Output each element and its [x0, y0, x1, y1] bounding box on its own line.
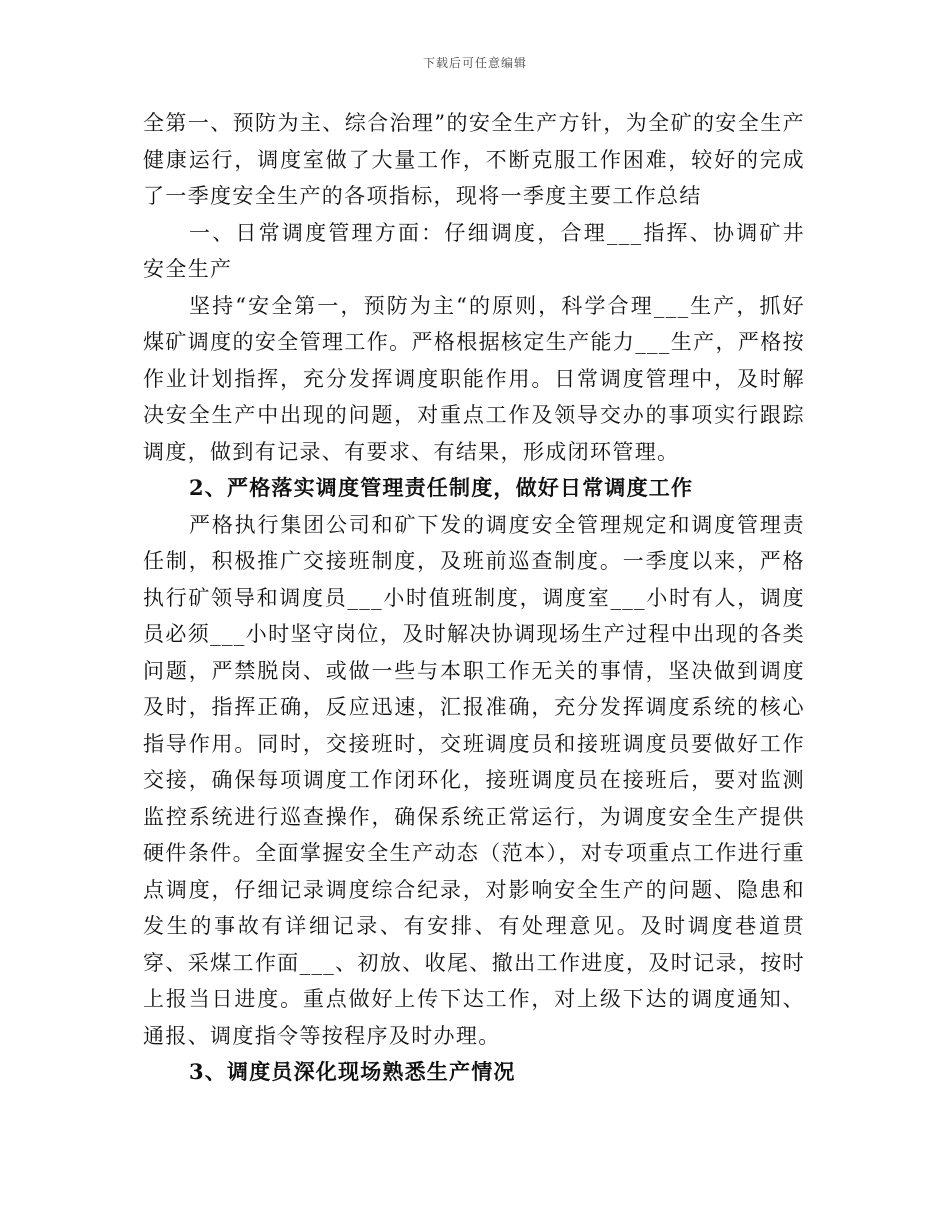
document-body	[143, 105, 805, 1091]
section-heading-1: 一、日常调度管理方面：仔细调度，合理___指挥、协调矿井安全生产	[143, 220, 805, 281]
page-header-note: 下载后可任意编辑	[422, 56, 527, 70]
subsection-heading-2: 2、严格落实调度管理责任制度，做好日常调度工作	[189, 475, 694, 500]
paragraph-responsibility-system: 严格执行集团公司和矿下发的调度安全管理规定和调度管理责任制，积极推广交接班制度，及班前巡查制度。一季度以来，严格执行矿领导和调度员___小时值班制度，调度室___小时有人，调度员必须___小时坚守岗位，及时解决协调现场生产过程中出现的各类问题，严禁脱岗、或做一些与本职工作无关的事情，坚决做到调度及时，指挥正确，反应迅速，汇报准确，充分发挥调度系统的核心指导作用。同时，交接班时，交班调度员和接班调度员要做好工作交接，确保每项调度工作闭环化，接班调度员在接班后，要对监测监控系统进行巡查操作，确保系统正常运行，为调度安全生产提供硬件条件。全面掌握安全生产动态（范本），对专项重点工作进行重点调度，仔细记录调度综合纪录，对影响安全生产的问题、隐患和发生的事故有详细记录、有安排、有处理意见。及时调度巷道贯穿、采煤工作面___、初放、收尾、撤出工作进度，及时记录，按时上报当日进度。重点做好上传下达工作，对上级下达的调度通知、通报、调度指令等按程序及时办理。	[143, 512, 805, 1048]
paragraph-intro: 全第一、预防为主、综合治理”的安全生产方针，为全矿的安全生产健康运行，调度室做了大量工作，不断克服工作困难，较好的完成了一季度安全生产的各项指标，现将一季度主要工作总结	[143, 111, 805, 208]
paragraph-daily-dispatch: 坚持“安全第一，预防为主“的原则，科学合理___生产，抓好煤矿调度的安全管理工作。严格根据核定生产能力___生产，严格按作业计划指挥，充分发挥调度职能作用。日常调度管理中，及时解决安全生产中出现的问题，对重点工作及领导交办的事项实行跟踪调度，做到有记录、有要求、有结果，形成闭环管理。	[143, 293, 805, 464]
subsection-heading-3: 3、调度员深化现场熟悉生产情况	[189, 1059, 516, 1084]
